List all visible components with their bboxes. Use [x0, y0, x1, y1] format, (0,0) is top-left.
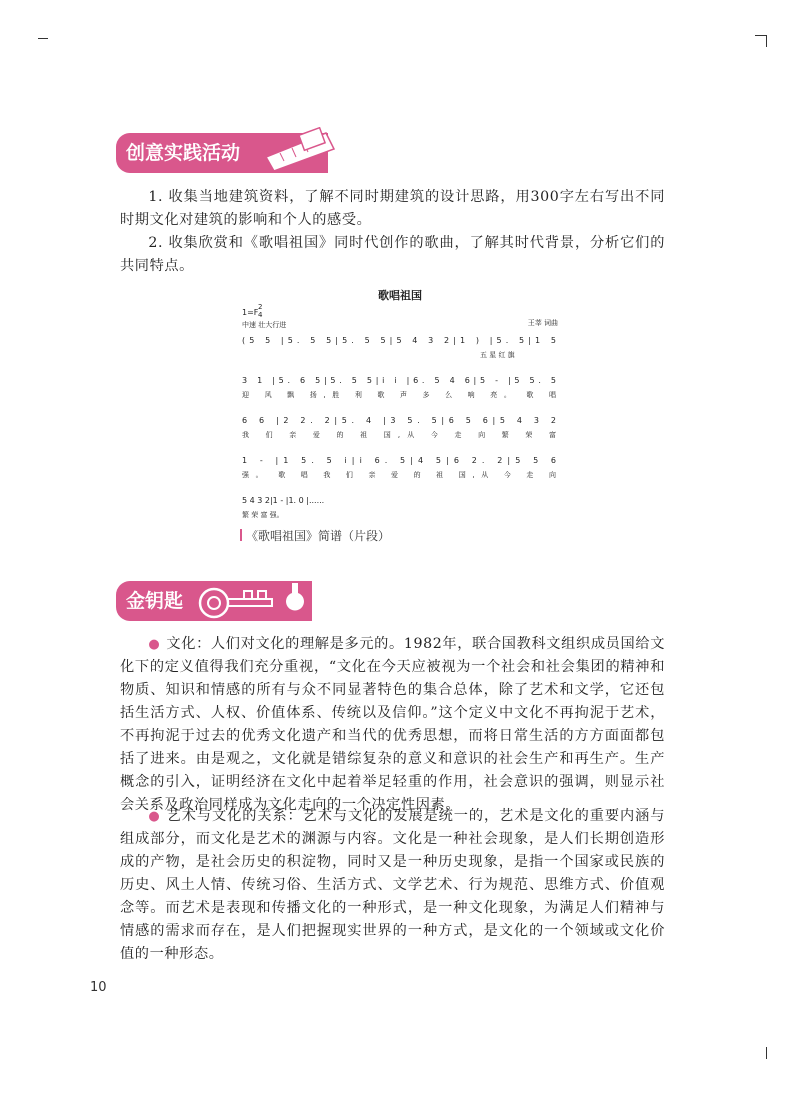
ruler-pencil-icon	[256, 127, 346, 173]
music-score	[240, 285, 560, 525]
crop-mark-top-left	[38, 38, 48, 39]
score-caption-text: 《歌唱祖国》简谱（片段）	[246, 529, 391, 543]
score-row-2-lyrics: 迎 风 飘 扬,胜 利 歌 声 多 么 响 亮。 歌 唱	[242, 391, 556, 399]
score-row-3-lyrics: 我 们 亲 爱 的 祖 国,从 今 走 向 繁 荣 富	[242, 431, 556, 439]
score-row-4-notes: 1 - |1 5. 5 i|i 6. 5|4 5|6 2. 2|5 5 6	[242, 456, 556, 465]
keys-paragraph-1	[120, 633, 665, 817]
score-author: 王莘 词曲	[527, 319, 558, 327]
keys-title: 金钥匙	[126, 590, 184, 612]
score-row-5-notes: 5 4 3 2|1 - |1. 0 |......	[242, 496, 325, 505]
crop-mark-top-right-v	[766, 35, 767, 47]
score-row-3-notes: 6 6 |2 2. 2|5. 4 |3 5. 5|6 5 6|5 4 3 2	[242, 416, 556, 425]
key-icon	[192, 579, 312, 621]
keys-banner	[116, 581, 312, 621]
crop-mark-bottom-right	[766, 1047, 767, 1059]
keys-paragraph-2	[120, 805, 665, 966]
practice-banner	[116, 133, 328, 173]
score-row-1-lyrics: 五 星 红 旗	[480, 351, 515, 359]
score-time-top: 2	[258, 303, 263, 311]
keys-paragraph-2-text: 艺术与文化的关系：艺术与文化的发展是统一的，艺术是文化的重要内涵与组成部分，而文化是艺术的渊源与内容。文化是一种社会现象，是人们长期创造形成的产物，是社会历史的积淀物，同时又是一种历史现象，是指一个国家或民族的历史、风土人情、传统习俗、生活方式、文学艺术、行为规范、思维方式、价值观念等。而艺术是表现和传播文化的一种形式，是一种文化现象，为满足人们精神与情感的需求而存在，是人们把握现实世界的一种方式，是文化的一个领域或文化价值的一种形态。	[120, 808, 665, 962]
keys-paragraph-1-text: 文化：人们对文化的理解是多元的。1982年，联合国教科文组织成员国给文化下的定义值得我们充分重视，“文化在今天应被视为一个社会和社会集团的精神和物质、知识和情感的所有与众不同显著特色的集合总体，除了艺术和文学，它还包括生活方式、人权、价值体系、传统以及信仰。”这个定义中文化不再拘泥于艺术，不再拘泥于过去的优秀文化遗产和当代的优秀思想，而将日常生活的方方面面都包括了进来。由是观之，文化就是错综复杂的意义和意识的社会生产和再生产。生产概念的引入，证明经济在文化中起着举足轻重的作用，社会意识的强调，则显示社会关系及政治同样成为文化走向的一个决定性因素。	[120, 636, 665, 813]
caption-marker	[240, 529, 242, 541]
score-title: 歌唱祖国	[378, 289, 422, 302]
practice-title: 创意实践活动	[126, 142, 241, 164]
score-time-bottom: 4	[258, 311, 263, 319]
practice-item-2: 2. 收集欣赏和《歌唱祖国》同时代创作的歌曲，了解其时代背景，分析它们的共同特点。	[120, 235, 665, 274]
bullet-dot-icon: ●	[148, 637, 161, 652]
score-row-5-lyrics: 繁 荣 富 强。	[242, 511, 284, 519]
score-row-4-lyrics: 强。 歌 唱 我 们 亲 爱 的 祖 国,从 今 走 向	[242, 471, 556, 479]
score-row-2-notes: 3 1 |5. 6 5|5. 5 5|i i |6. 5 4 6|5 - |5 5. 5	[242, 376, 556, 385]
score-tempo: 中速 壮大行进	[242, 321, 287, 329]
bullet-dot-icon: ●	[148, 809, 161, 824]
score-key: 1=F	[242, 308, 259, 317]
score-row-1-notes: (5 5 |5. 5 5|5. 5 5|5 4 3 2|1 ) |5. 5|1 5	[242, 336, 557, 345]
score-caption	[240, 527, 390, 544]
page-number: 10	[90, 980, 107, 995]
practice-item-1: 1. 收集当地建筑资料，了解不同时期建筑的设计思路，用300字左右写出不同时期文化对建筑的影响和个人的感受。	[120, 189, 665, 228]
